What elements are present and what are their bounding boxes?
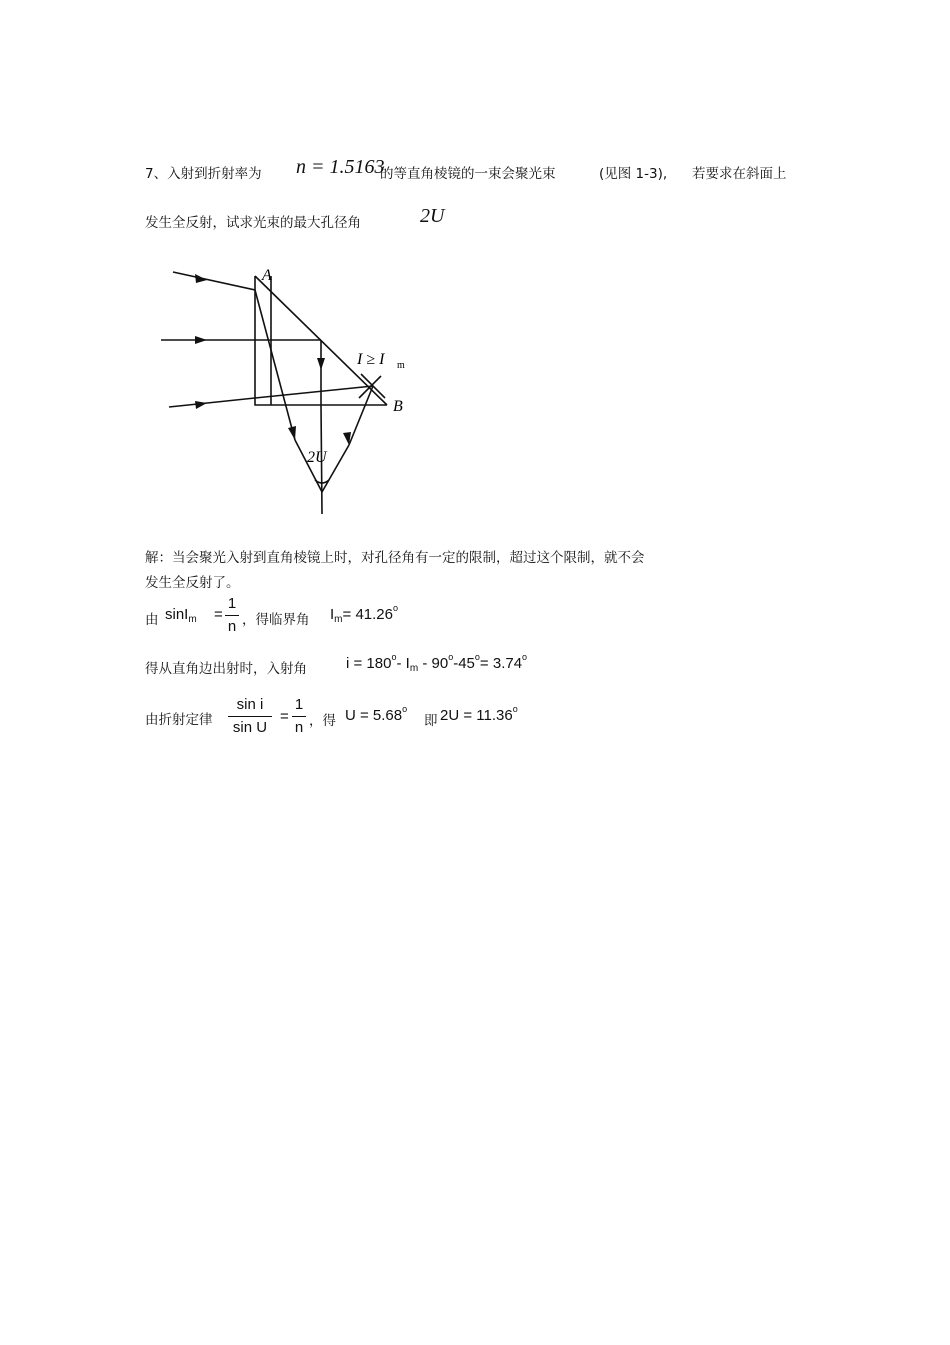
vertex-b-label: B xyxy=(393,398,403,415)
refractive-index-expression: n = 1.5163 xyxy=(296,156,385,178)
step3-equals: = xyxy=(280,708,289,725)
figure-reference: (见图 1-3), xyxy=(599,166,668,182)
aperture-angle-symbol: 2U xyxy=(420,205,445,227)
step3-get-text: ，得 xyxy=(309,713,336,729)
step1-fraction xyxy=(225,594,239,637)
step1-critical-text: ，得临界角 xyxy=(242,612,310,628)
step3-numerator-2: 1 xyxy=(294,696,304,713)
step1-equals: = xyxy=(214,606,223,623)
step3-fraction xyxy=(292,695,306,738)
step2-prefix: 得从直角边出射时，入射角 xyxy=(145,661,307,677)
step1-numerator: 1 xyxy=(227,595,237,612)
aperture-angle-label: 2U xyxy=(307,449,327,466)
prism-ray-diagram xyxy=(155,258,425,520)
total-reflection-condition: I ≥ I xyxy=(357,351,385,368)
problem-number-text: 7、入射到折射率为 xyxy=(145,166,262,182)
problem-text-hypotenuse: 若要求在斜面上 xyxy=(692,166,787,182)
step1-prefix: 由 xyxy=(145,612,159,628)
problem-text-prism: 的等直角棱镜的一束会聚光束 xyxy=(380,166,556,182)
step1-lhs: sinI$_m$ xyxy=(165,606,197,625)
step3-denominator: sin U xyxy=(232,719,268,736)
step3-denominator-2: n xyxy=(294,719,304,736)
step1-result: $I_m= 41.26^o$ xyxy=(330,603,398,625)
step3-sine-ratio xyxy=(228,695,272,738)
solution-intro-line1: 解：当会聚光入射到直角棱镜上时，对孔径角有一定的限制，超过这个限制，就不会 xyxy=(145,550,645,566)
solution-intro-line2: 发生全反射了。 xyxy=(145,575,240,591)
step3-ji-text: 即 xyxy=(424,713,438,729)
condition-subscript: m xyxy=(397,360,405,371)
problem-text-line2: 发生全反射，试求光束的最大孔径角 xyxy=(145,215,361,231)
step3-prefix: 由折射定律 xyxy=(145,712,213,728)
vertex-a-label: A xyxy=(262,267,272,284)
step2-incidence-angle: $i = 180^o-$ $I_m - 90^o-45^o= 3.74^o$ xyxy=(346,652,528,674)
step1-denominator: n xyxy=(227,618,237,635)
step3-u-value: $U = 5.68^o$ xyxy=(345,704,408,724)
step3-numerator: sin i xyxy=(236,696,264,713)
step3-2u-value: $2U = 11.36^o$ xyxy=(440,704,518,724)
